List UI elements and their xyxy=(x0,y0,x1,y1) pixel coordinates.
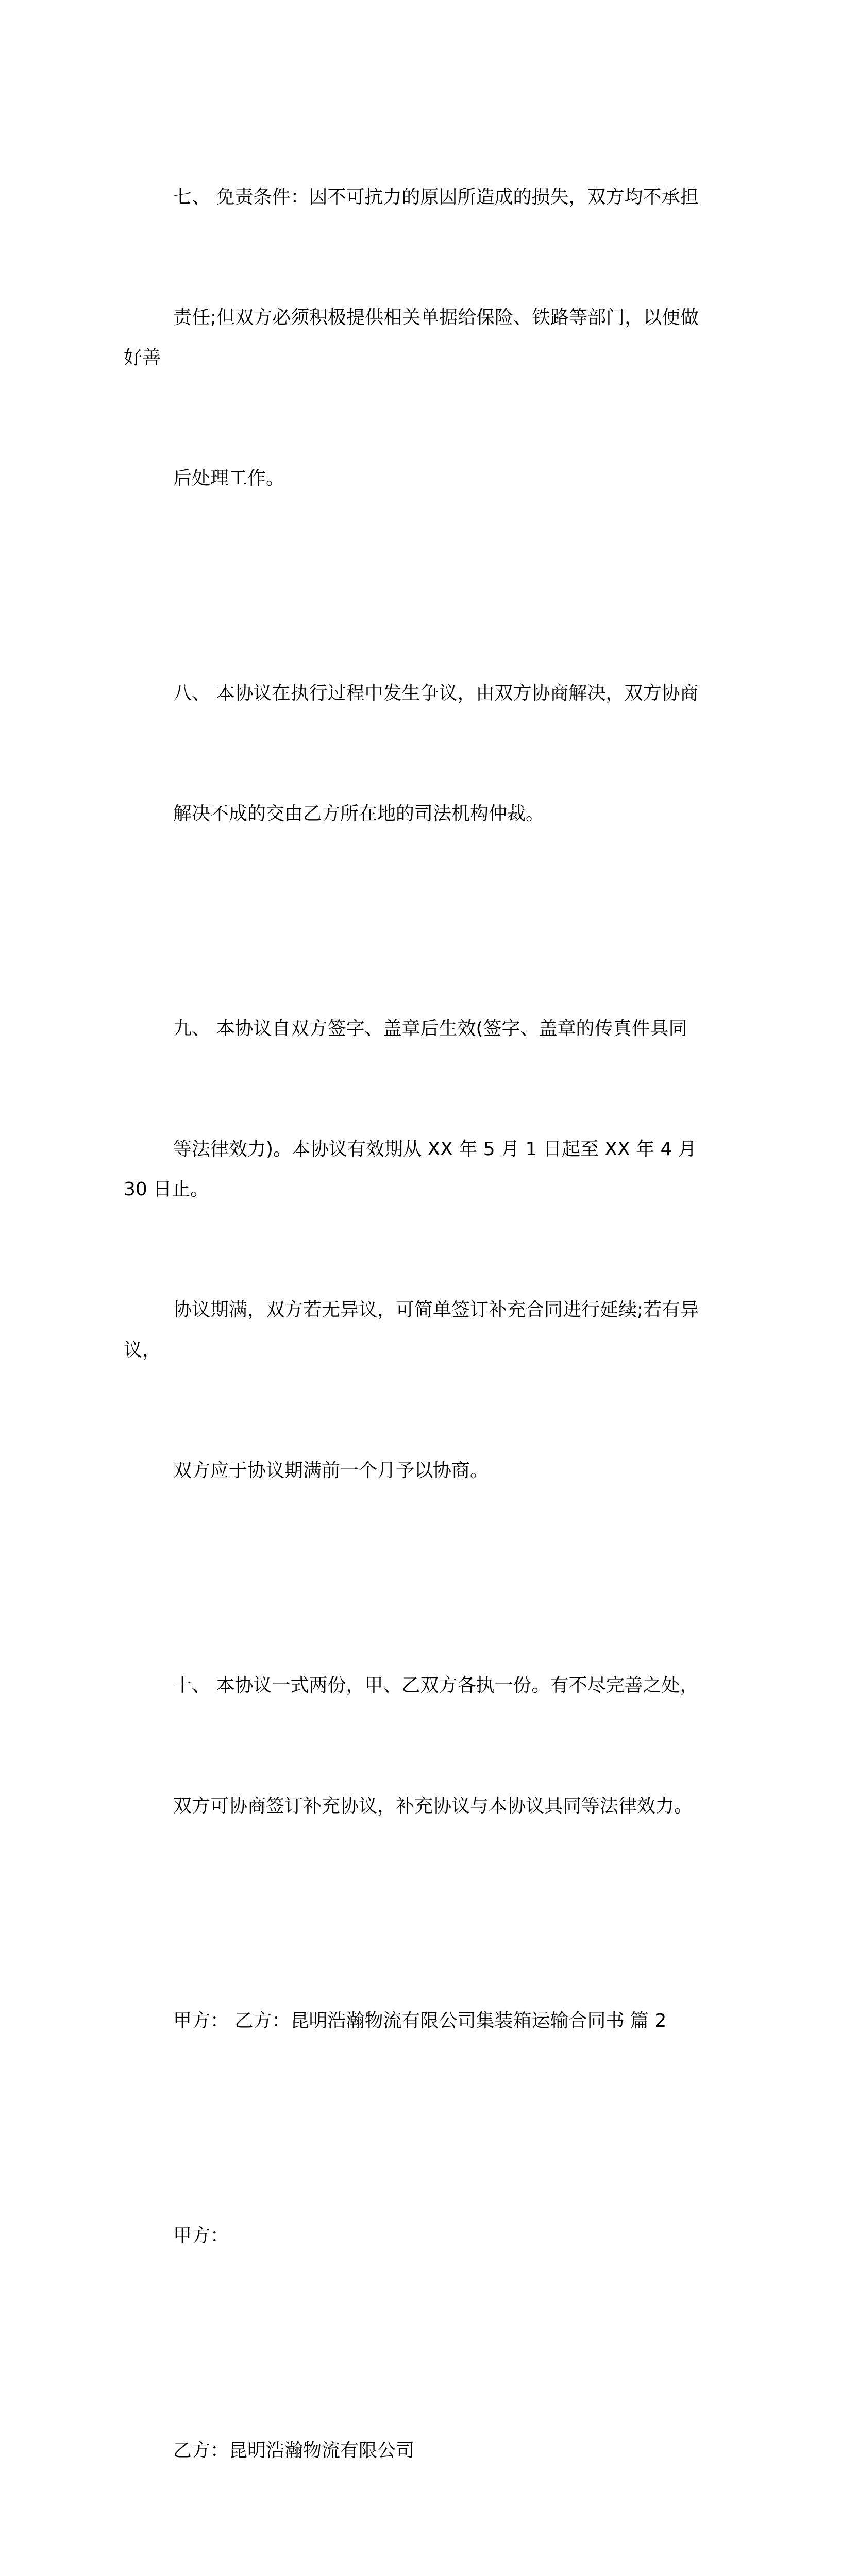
paragraph-clause-10 xyxy=(124,1585,717,1907)
text-line: 双方应于协议期满前一个月予以协商。 xyxy=(173,1460,489,1481)
text-line: 等法律效力)。本协议有效期从 XX 年 5 月 1 日起至 XX 年 4 月 30 日止。 xyxy=(124,1139,703,1200)
text-line: 协议期满，双方若无异议，可简单签订补充合同进行延续;若有异议， xyxy=(124,1299,699,1361)
text-line: 责任;但双方必须积极提供相关单据给保险、铁路等部门，以便做好善 xyxy=(124,307,699,368)
paragraph-clause-9 xyxy=(124,928,717,1571)
text-line: 十、 本协议一式两份，甲、乙双方各执一份。有不尽完善之处， xyxy=(173,1675,699,1696)
paragraph-clause-8 xyxy=(124,593,717,914)
paragraph-parties-title xyxy=(124,1921,717,2122)
paragraph-clause-7 xyxy=(124,97,717,579)
paragraph-preamble xyxy=(124,2565,717,2576)
text-line: 八、 本协议在执行过程中发生争议，由双方协商解决，双方协商 xyxy=(173,683,699,704)
document-page xyxy=(124,97,717,2576)
paragraph-party-b xyxy=(124,2350,717,2551)
text-line: 七、 免责条件：因不可抗力的原因所造成的损失，双方均不承担 xyxy=(173,187,699,208)
text-line: 甲方： 乙方：昆明浩瀚物流有限公司集装箱运输合同书 篇 2 xyxy=(173,2010,667,2031)
text-line: 解决不成的交由乙方所在地的司法机构仲裁。 xyxy=(173,803,545,824)
text-line: 双方可协商签订补充协议，补充协议与本协议具同等法律效力。 xyxy=(173,1795,693,1817)
text-line: 九、 本协议自双方签字、盖章后生效(签字、盖章的传真件具同 xyxy=(173,1018,687,1039)
paragraph-party-a xyxy=(124,2136,717,2336)
text-line: 乙方：昆明浩瀚物流有限公司 xyxy=(173,2440,415,2461)
text-line: 后处理工作。 xyxy=(173,468,285,489)
text-line: 甲方： xyxy=(173,2225,229,2246)
